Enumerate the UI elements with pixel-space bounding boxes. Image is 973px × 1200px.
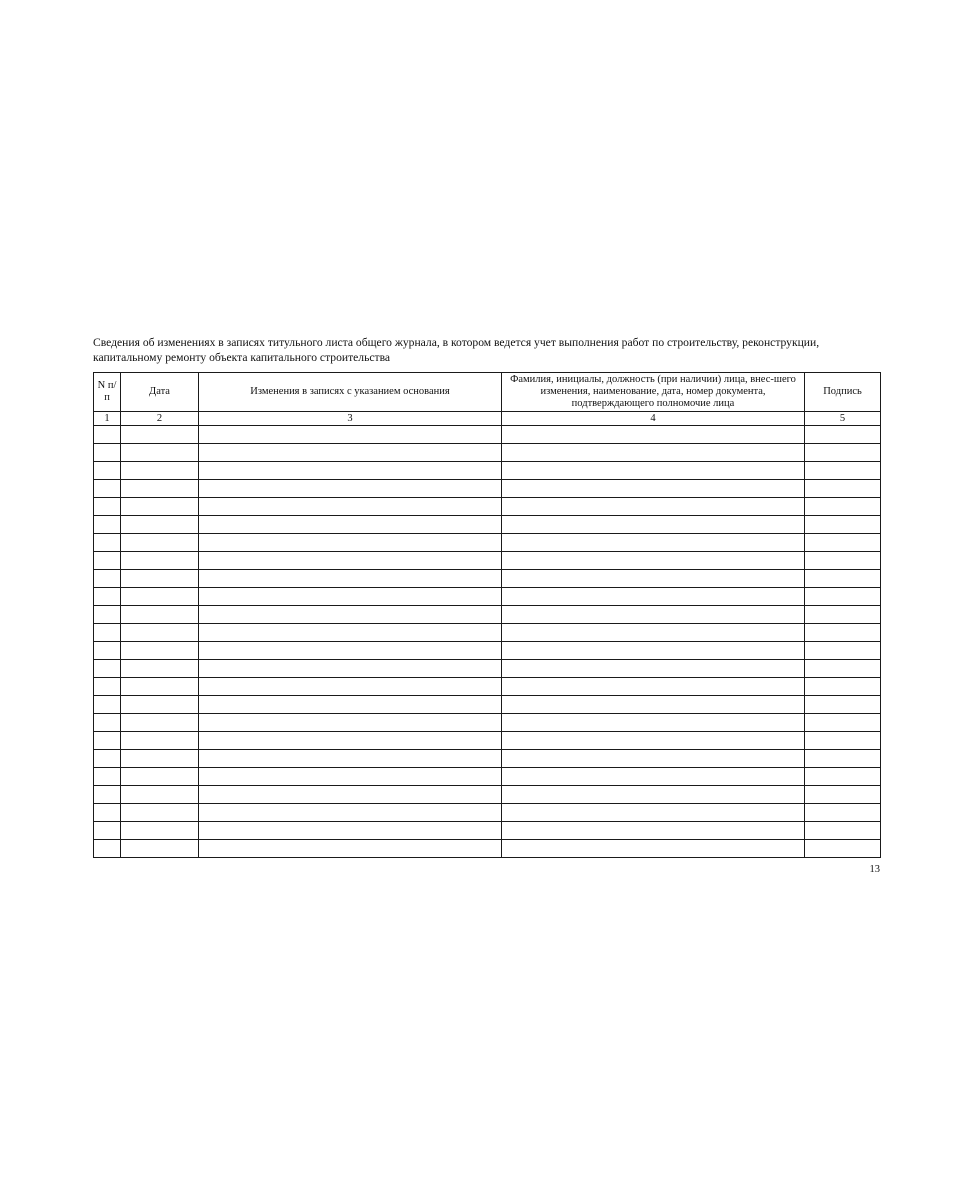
cell-signature[interactable] xyxy=(805,426,881,444)
cell-date[interactable] xyxy=(121,498,199,516)
cell-person[interactable] xyxy=(502,840,805,858)
cell-date[interactable] xyxy=(121,534,199,552)
table-row xyxy=(94,750,881,768)
cell-signature[interactable] xyxy=(805,498,881,516)
cell-signature[interactable] xyxy=(805,804,881,822)
cell-number[interactable] xyxy=(94,534,121,552)
cell-number[interactable] xyxy=(94,570,121,588)
cell-date[interactable] xyxy=(121,552,199,570)
table-row xyxy=(94,552,881,570)
cell-signature[interactable] xyxy=(805,444,881,462)
cell-number[interactable] xyxy=(94,804,121,822)
cell-date[interactable] xyxy=(121,678,199,696)
cell-date[interactable] xyxy=(121,786,199,804)
table-row xyxy=(94,660,881,678)
cell-signature[interactable] xyxy=(805,570,881,588)
cell-number[interactable] xyxy=(94,660,121,678)
cell-person[interactable] xyxy=(502,678,805,696)
cell-person[interactable] xyxy=(502,768,805,786)
cell-person[interactable] xyxy=(502,426,805,444)
cell-signature[interactable] xyxy=(805,588,881,606)
cell-number[interactable] xyxy=(94,516,121,534)
cell-changes[interactable] xyxy=(199,642,502,660)
cell-signature[interactable] xyxy=(805,480,881,498)
table-header-row xyxy=(94,373,881,412)
cell-number[interactable] xyxy=(94,606,121,624)
cell-changes[interactable] xyxy=(199,786,502,804)
cell-number[interactable] xyxy=(94,426,121,444)
cell-signature[interactable] xyxy=(805,606,881,624)
cell-changes[interactable] xyxy=(199,840,502,858)
cell-changes[interactable] xyxy=(199,426,502,444)
cell-signature[interactable] xyxy=(805,822,881,840)
table-row xyxy=(94,714,881,732)
page-number: 13 xyxy=(869,864,880,875)
cell-number[interactable] xyxy=(94,714,121,732)
cell-person[interactable] xyxy=(502,696,805,714)
cell-number[interactable] xyxy=(94,678,121,696)
table-row xyxy=(94,624,881,642)
column-number-row xyxy=(94,412,881,426)
cell-date[interactable] xyxy=(121,462,199,480)
cell-person[interactable] xyxy=(502,714,805,732)
cell-person[interactable] xyxy=(502,516,805,534)
cell-person[interactable] xyxy=(502,498,805,516)
cell-date[interactable] xyxy=(121,840,199,858)
cell-changes[interactable] xyxy=(199,696,502,714)
cell-date[interactable] xyxy=(121,822,199,840)
cell-signature[interactable] xyxy=(805,642,881,660)
cell-changes[interactable] xyxy=(199,822,502,840)
table-row xyxy=(94,822,881,840)
cell-signature[interactable] xyxy=(805,840,881,858)
cell-changes[interactable] xyxy=(199,768,502,786)
cell-person[interactable] xyxy=(502,750,805,768)
cell-changes[interactable] xyxy=(199,732,502,750)
table-row xyxy=(94,786,881,804)
cell-changes[interactable] xyxy=(199,570,502,588)
cell-number[interactable] xyxy=(94,588,121,606)
cell-person[interactable] xyxy=(502,444,805,462)
cell-person[interactable] xyxy=(502,588,805,606)
table-row xyxy=(94,444,881,462)
column-number: 5 xyxy=(805,412,881,426)
table-row xyxy=(94,768,881,786)
table-row xyxy=(94,732,881,750)
cell-person[interactable] xyxy=(502,642,805,660)
table-row xyxy=(94,516,881,534)
column-number: 4 xyxy=(502,412,805,426)
table-row xyxy=(94,642,881,660)
cell-signature[interactable] xyxy=(805,786,881,804)
cell-signature[interactable] xyxy=(805,624,881,642)
cell-number[interactable] xyxy=(94,642,121,660)
cell-person[interactable] xyxy=(502,570,805,588)
cell-number[interactable] xyxy=(94,498,121,516)
cell-number[interactable] xyxy=(94,444,121,462)
cell-signature[interactable] xyxy=(805,696,881,714)
cell-person[interactable] xyxy=(502,624,805,642)
table-row xyxy=(94,840,881,858)
cell-date[interactable] xyxy=(121,804,199,822)
caption-line-1: Сведения об изменениях в записях титульного листа общего журнала, в котором ведется учет выполнения работ по строительству, реконструкции, xyxy=(93,336,820,349)
header-person: Фамилия, инициалы, должность (при наличии) лица, внес-шего изменения, наименование, дата, номер документа, подтверждающего полномочие лица xyxy=(502,373,805,412)
cell-changes[interactable] xyxy=(199,462,502,480)
cell-date[interactable] xyxy=(121,624,199,642)
cell-person[interactable] xyxy=(502,462,805,480)
table-row xyxy=(94,696,881,714)
cell-number[interactable] xyxy=(94,732,121,750)
cell-changes[interactable] xyxy=(199,534,502,552)
header-date: Дата xyxy=(121,373,199,412)
cell-number[interactable] xyxy=(94,480,121,498)
cell-person[interactable] xyxy=(502,480,805,498)
cell-signature[interactable] xyxy=(805,462,881,480)
cell-changes[interactable] xyxy=(199,516,502,534)
table-row xyxy=(94,804,881,822)
cell-date[interactable] xyxy=(121,516,199,534)
cell-changes[interactable] xyxy=(199,498,502,516)
cell-person[interactable] xyxy=(502,822,805,840)
table-caption xyxy=(93,335,883,365)
cell-changes[interactable] xyxy=(199,678,502,696)
cell-signature[interactable] xyxy=(805,732,881,750)
cell-signature[interactable] xyxy=(805,750,881,768)
table-row xyxy=(94,606,881,624)
caption-line-2: капитальному ремонту объекта капитального строительства xyxy=(93,351,391,364)
cell-date[interactable] xyxy=(121,480,199,498)
cell-changes[interactable] xyxy=(199,804,502,822)
cell-date[interactable] xyxy=(121,768,199,786)
table-row xyxy=(94,678,881,696)
cell-changes[interactable] xyxy=(199,624,502,642)
cell-number[interactable] xyxy=(94,786,121,804)
cell-person[interactable] xyxy=(502,606,805,624)
cell-date[interactable] xyxy=(121,588,199,606)
cell-signature[interactable] xyxy=(805,714,881,732)
cell-changes[interactable] xyxy=(199,480,502,498)
cell-changes[interactable] xyxy=(199,660,502,678)
changes-log-table xyxy=(93,372,881,858)
cell-date[interactable] xyxy=(121,606,199,624)
cell-date[interactable] xyxy=(121,714,199,732)
cell-person[interactable] xyxy=(502,552,805,570)
cell-number[interactable] xyxy=(94,822,121,840)
cell-changes[interactable] xyxy=(199,552,502,570)
cell-date[interactable] xyxy=(121,570,199,588)
cell-signature[interactable] xyxy=(805,534,881,552)
cell-number[interactable] xyxy=(94,462,121,480)
cell-signature[interactable] xyxy=(805,678,881,696)
cell-signature[interactable] xyxy=(805,516,881,534)
cell-number[interactable] xyxy=(94,624,121,642)
cell-changes[interactable] xyxy=(199,588,502,606)
cell-changes[interactable] xyxy=(199,606,502,624)
cell-changes[interactable] xyxy=(199,714,502,732)
table-row xyxy=(94,588,881,606)
table-row xyxy=(94,570,881,588)
cell-date[interactable] xyxy=(121,642,199,660)
column-number: 2 xyxy=(121,412,199,426)
cell-date[interactable] xyxy=(121,696,199,714)
table-row xyxy=(94,534,881,552)
cell-date[interactable] xyxy=(121,732,199,750)
cell-date[interactable] xyxy=(121,426,199,444)
cell-person[interactable] xyxy=(502,732,805,750)
cell-changes[interactable] xyxy=(199,750,502,768)
cell-date[interactable] xyxy=(121,660,199,678)
cell-signature[interactable] xyxy=(805,768,881,786)
table-body xyxy=(94,426,881,858)
cell-person[interactable] xyxy=(502,804,805,822)
table-row xyxy=(94,498,881,516)
cell-person[interactable] xyxy=(502,660,805,678)
cell-signature[interactable] xyxy=(805,660,881,678)
cell-person[interactable] xyxy=(502,534,805,552)
column-number: 3 xyxy=(199,412,502,426)
cell-date[interactable] xyxy=(121,750,199,768)
cell-date[interactable] xyxy=(121,444,199,462)
cell-number[interactable] xyxy=(94,750,121,768)
cell-number[interactable] xyxy=(94,696,121,714)
table-row xyxy=(94,426,881,444)
cell-number[interactable] xyxy=(94,768,121,786)
cell-number[interactable] xyxy=(94,552,121,570)
header-signature: Подпись xyxy=(805,373,881,412)
column-number: 1 xyxy=(94,412,121,426)
header-number: N п/п xyxy=(94,373,121,412)
cell-changes[interactable] xyxy=(199,444,502,462)
cell-number[interactable] xyxy=(94,840,121,858)
table-row xyxy=(94,462,881,480)
header-changes: Изменения в записях с указанием основания xyxy=(199,373,502,412)
table-row xyxy=(94,480,881,498)
cell-person[interactable] xyxy=(502,786,805,804)
cell-signature[interactable] xyxy=(805,552,881,570)
